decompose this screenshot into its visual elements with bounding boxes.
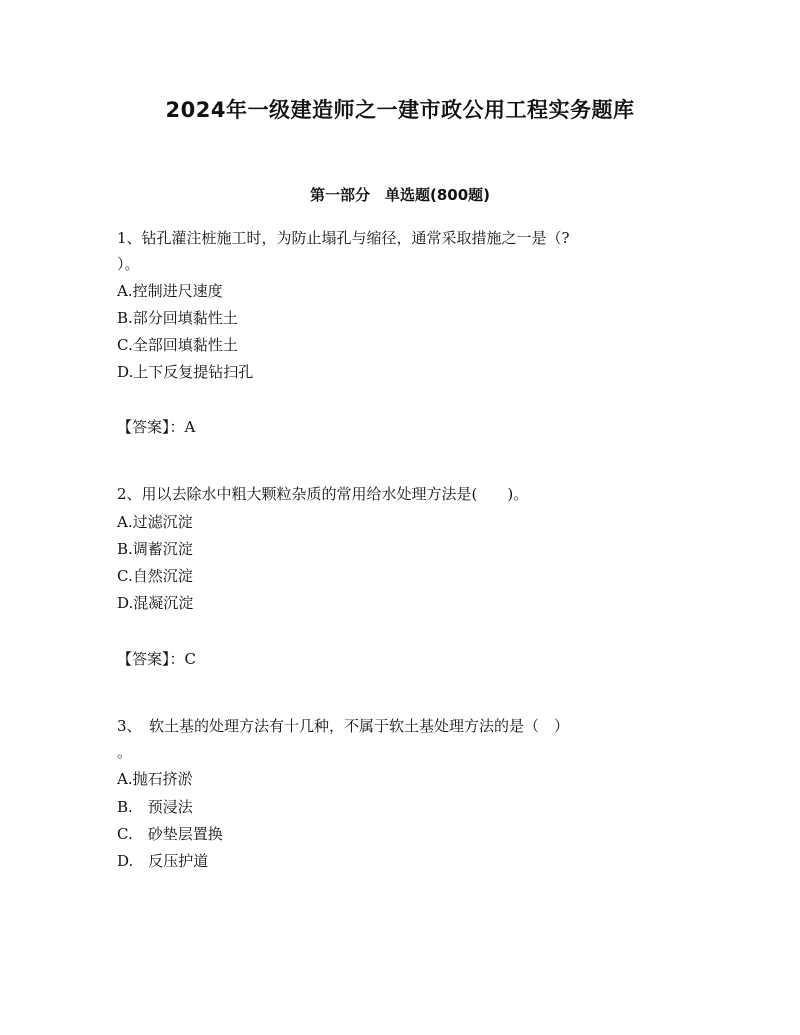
question-2-option-b: B.调蓄沉淀 bbox=[117, 540, 193, 558]
question-3-option-c: C. 砂垫层置换 bbox=[117, 825, 223, 843]
section-title: 第一部分 单选题(800题) bbox=[309, 186, 491, 204]
question-1-answer: 【答案】：A bbox=[117, 418, 196, 436]
question-2-option-d: D.混凝沉淀 bbox=[117, 594, 194, 612]
question-1-stem-continued: ）。 bbox=[117, 255, 140, 273]
question-2-option-c: C.自然沉淀 bbox=[117, 567, 193, 585]
question-1-option-d: D.上下反复提钻扫孔 bbox=[117, 363, 254, 381]
question-3-stem-continued: 。 bbox=[117, 743, 133, 761]
question-3-option-a: A.抛石挤淤 bbox=[117, 770, 193, 788]
question-2-option-a: A.过滤沉淀 bbox=[117, 513, 193, 531]
document-title: 2024年一级建造师之一建市政公用工程实务题库 bbox=[165, 98, 635, 122]
question-2-stem: 2、用以去除水中粗大颗粒杂质的常用给水处理方法是( )。 bbox=[117, 485, 529, 503]
question-1-option-c: C.全部回填黏性土 bbox=[117, 336, 238, 354]
question-1-stem: 1、钻孔灌注桩施工时，为防止塌孔与缩径，通常采取措施之一是（? bbox=[117, 229, 570, 247]
question-3-stem: 3、 软土基的处理方法有十几种，不属于软土基处理方法的是（ ） bbox=[117, 717, 570, 735]
question-3-option-d: D. 反压护道 bbox=[117, 852, 209, 870]
question-1-option-a: A.控制进尺速度 bbox=[117, 282, 223, 300]
question-2-answer: 【答案】：C bbox=[117, 650, 196, 668]
question-1-option-b: B.部分回填黏性土 bbox=[117, 309, 238, 327]
question-3-option-b: B. 预浸法 bbox=[117, 798, 193, 816]
